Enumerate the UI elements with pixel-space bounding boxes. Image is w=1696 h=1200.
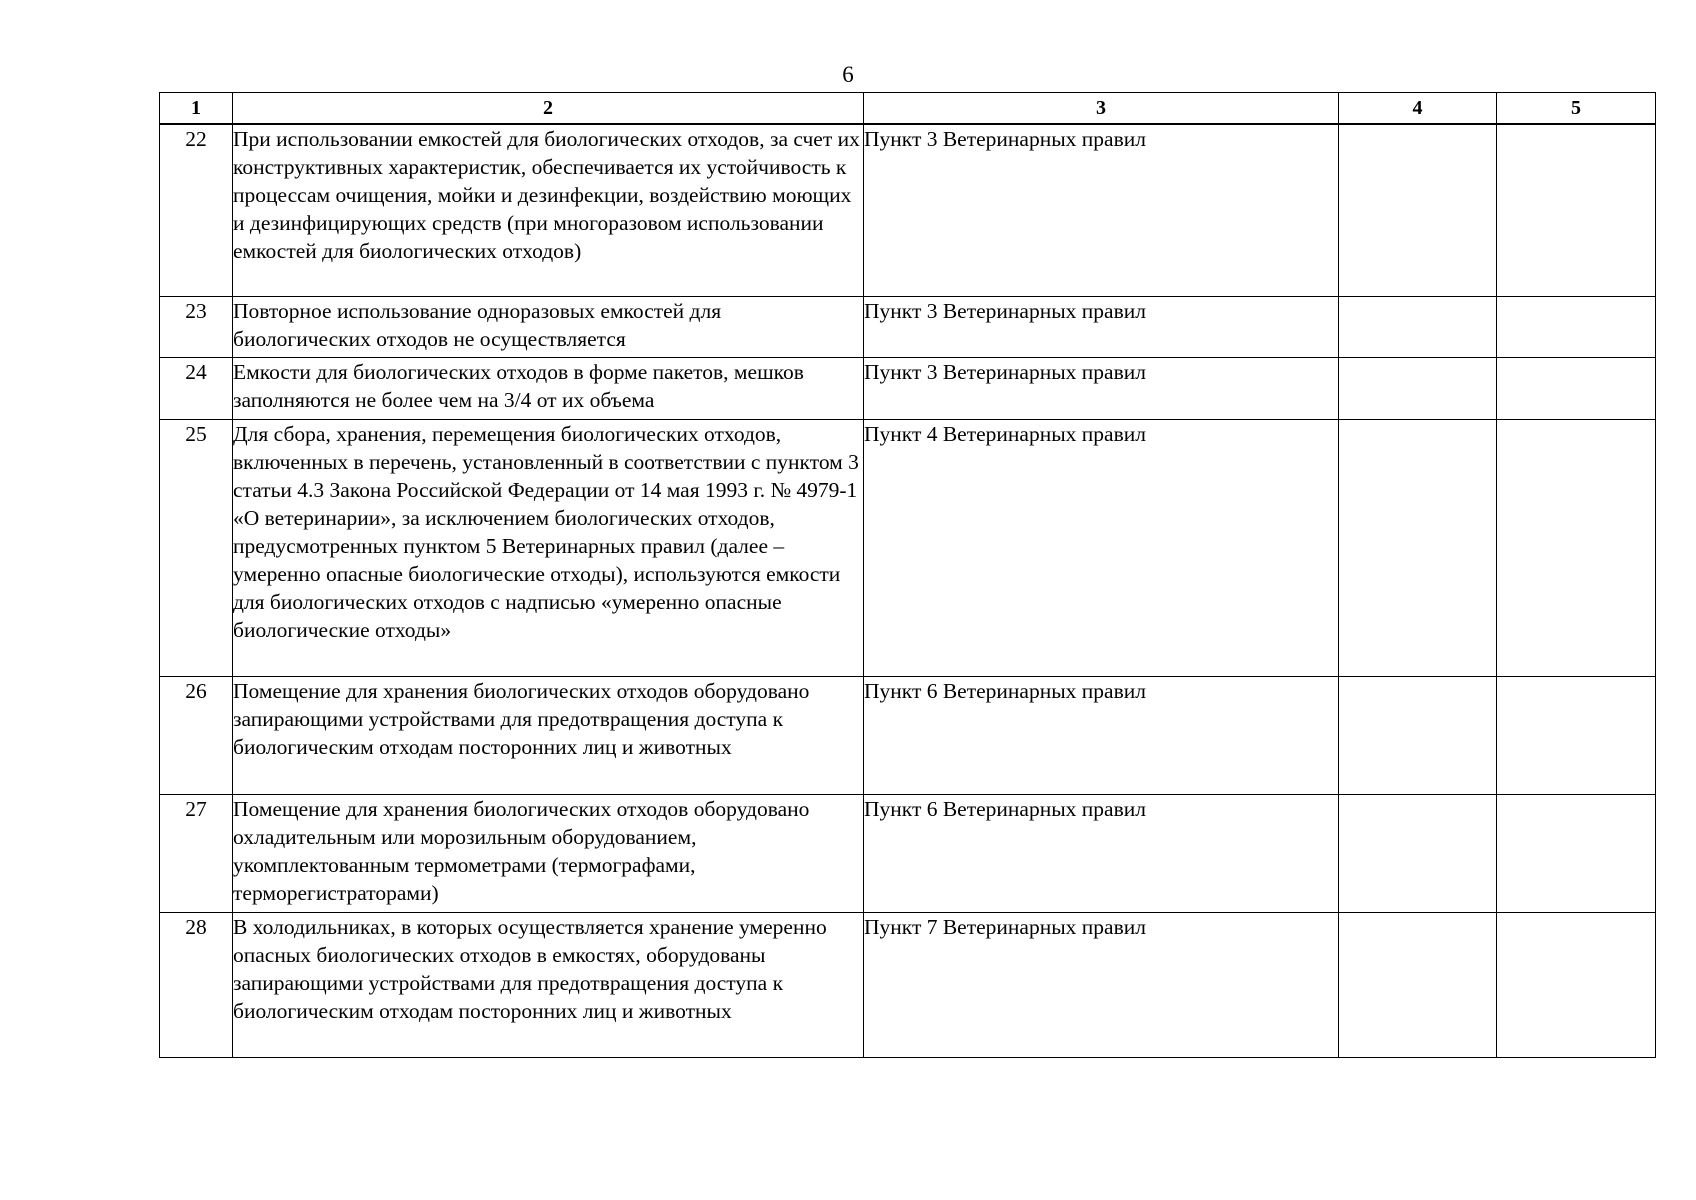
answer-cell-4 — [1339, 296, 1497, 357]
table-row — [160, 124, 1656, 296]
answer-cell-5 — [1497, 676, 1656, 794]
table-row — [160, 419, 1656, 676]
legal-reference: Пункт 7 Ветеринарных правил — [864, 912, 1339, 1057]
answer-cell-4 — [1339, 912, 1497, 1057]
column-header-5: 5 — [1497, 93, 1656, 125]
table-row — [160, 296, 1656, 357]
table-header-row — [160, 93, 1656, 125]
answer-cell-5 — [1497, 296, 1656, 357]
row-number: 28 — [160, 912, 233, 1057]
legal-reference: Пункт 3 Ветеринарных правил — [864, 296, 1339, 357]
column-header-3: 3 — [864, 93, 1339, 125]
table-row — [160, 912, 1656, 1057]
page-number: 6 — [842, 62, 854, 87]
answer-cell-4 — [1339, 794, 1497, 912]
row-number: 24 — [160, 357, 233, 419]
requirement-text: В холодильниках, в которых осуществляется хранение умеренно опасных биологических отходов в емкостях, оборудованы запирающими устройствами для предотвращения доступа к биологическим отходам посторонних лиц и животных — [233, 912, 864, 1057]
requirement-text: Повторное использование одноразовых емкостей для биологических отходов не осуществляется — [233, 296, 864, 357]
table-row — [160, 676, 1656, 794]
row-number: 27 — [160, 794, 233, 912]
table-row — [160, 794, 1656, 912]
answer-cell-5 — [1497, 419, 1656, 676]
legal-reference: Пункт 6 Ветеринарных правил — [864, 676, 1339, 794]
requirement-text: Емкости для биологических отходов в форме пакетов, мешков заполняются не более чем на 3/4 от их объема — [233, 357, 864, 419]
row-number: 23 — [160, 296, 233, 357]
column-header-2: 2 — [233, 93, 864, 125]
legal-reference: Пункт 4 Ветеринарных правил — [864, 419, 1339, 676]
answer-cell-5 — [1497, 357, 1656, 419]
checklist-table — [159, 92, 1656, 1058]
column-header-1: 1 — [160, 93, 233, 125]
legal-reference: Пункт 3 Ветеринарных правил — [864, 124, 1339, 296]
answer-cell-4 — [1339, 676, 1497, 794]
legal-reference: Пункт 3 Ветеринарных правил — [864, 357, 1339, 419]
requirement-text: Для сбора, хранения, перемещения биологических отходов, включенных в перечень, установленный в соответствии с пунктом 3 статьи 4.3 Закона Российской Федерации от 14 мая 1993 г. № 4979-1 «О ветеринарии», за исключением биологических отходов, предусмотренных пунктом 5 Ветеринарных правил (далее – умеренно опасные биологические отходы), используются емкости для биологических отходов с надписью «умеренно опасные биологические отходы» — [233, 419, 864, 676]
row-number: 25 — [160, 419, 233, 676]
answer-cell-5 — [1497, 794, 1656, 912]
table-row — [160, 357, 1656, 419]
answer-cell-4 — [1339, 124, 1497, 296]
requirement-text: Помещение для хранения биологических отходов оборудовано запирающими устройствами для предотвращения доступа к биологическим отходам посторонних лиц и животных — [233, 676, 864, 794]
requirement-text: Помещение для хранения биологических отходов оборудовано охладительным или морозильным оборудованием, укомплектованным термометрами (термографами, терморегистраторами) — [233, 794, 864, 912]
requirement-text: При использовании емкостей для биологических отходов, за счет их конструктивных характеристик, обеспечивается их устойчивость к процессам очищения, мойки и дезинфекции, воздействию моющих и дезинфицирующих средств (при многоразовом использовании емкостей для биологических отходов) — [233, 124, 864, 296]
legal-reference: Пункт 6 Ветеринарных правил — [864, 794, 1339, 912]
answer-cell-4 — [1339, 357, 1497, 419]
column-header-4: 4 — [1339, 93, 1497, 125]
row-number: 26 — [160, 676, 233, 794]
answer-cell-5 — [1497, 912, 1656, 1057]
row-number: 22 — [160, 124, 233, 296]
answer-cell-5 — [1497, 124, 1656, 296]
answer-cell-4 — [1339, 419, 1497, 676]
